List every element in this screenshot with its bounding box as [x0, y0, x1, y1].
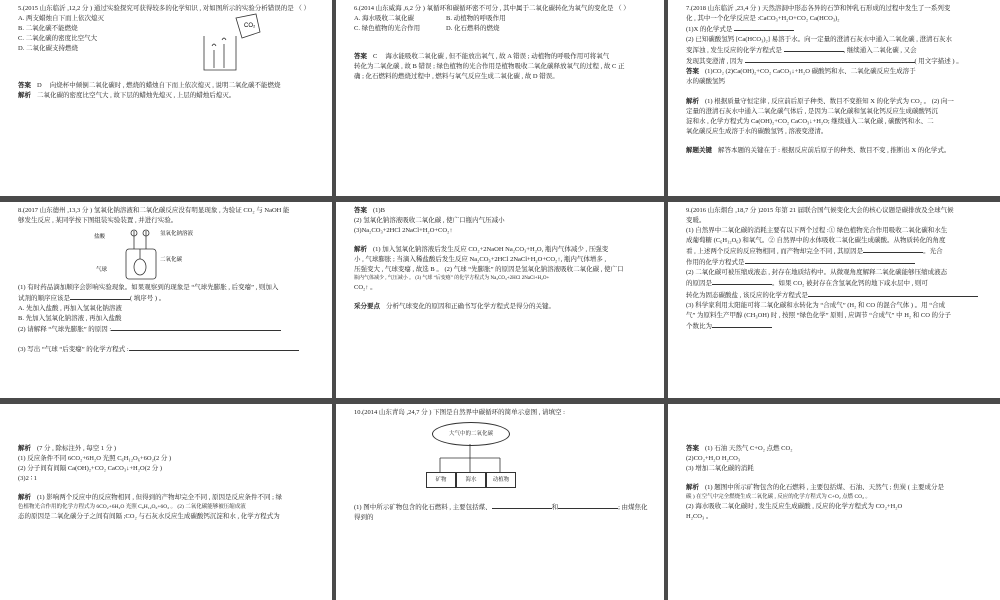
answer-blank[interactable]: [129, 344, 299, 351]
answer-label: 解析: [18, 445, 31, 452]
answer-blank[interactable]: [734, 24, 794, 31]
answer-text-1: 海水能吸收二氧化碳 , 但不能放出氧气 , 故 A 错误 ; 动植物的呼吸作用可将氧气: [385, 53, 610, 61]
answer-text-3: 确 ; 化石燃料的燃烧过程中 , 燃料与氧气反应生成二氧化碳 , 故 D 错误。: [354, 73, 559, 81]
sub-question-2-line-5: ( 用文字描述 ) 。: [914, 58, 963, 66]
question-line-1: 9.(2016 山东烟台 ,18,7 分 )2015 年第 21 届联合国气候变化大会的核心议题是碳排放及全球气候: [686, 207, 954, 214]
analysis-line-5: CO₂↑ 。: [354, 284, 377, 292]
sub-question-1-line-4: 。光合: [923, 248, 943, 256]
answer-blank[interactable]: [745, 257, 915, 264]
answer-line-1: (1) 反应条件不同 6CO₂+6H₂O 光照 C₆H₁₂O₆+6O₂(2 分 ): [18, 455, 172, 463]
answer-blank[interactable]: [558, 502, 618, 509]
scoring-note: (7 分 , 除标注外 , 每空 1 分 ): [37, 445, 117, 452]
tip-text: 解答本题的关键在于 : 根据反应前后原子的种类、数目不变 , 推断出 X 的化学式。: [718, 146, 951, 154]
analysis-line-2: 定量的澄清石灰水中通入二氧化碳气体后 , 是因为二氧化碳和氢氧化钙反应生成碳酸钙沉: [686, 107, 938, 115]
question-text: 10.(2014 山东青岛 ,24,7 分 ) 下图是自然界中碳循环的简单示意图 , 请填空 :: [354, 409, 565, 416]
co2-label: CO₂: [244, 23, 256, 29]
sub-question-2-line-4: 发现其变澄清 , 因为: [686, 58, 743, 66]
answer-blank[interactable]: [70, 293, 130, 300]
answer-line-3: (3)2 ∶ 1: [18, 475, 38, 483]
analysis-line-4: 氧化碳反应生成溶于水的碳酸氢钙 , 溶液变澄清。: [686, 127, 828, 135]
answer-line-2: (2)CO₂+H₂O H₂CO₃: [686, 455, 741, 463]
sub-question-2-line-3: 。如果 CO₂ 被封存在含氢氧化钙的地下咸水层中 , 则可: [772, 280, 928, 288]
carbon-cycle-diagram: [354, 418, 648, 568]
co2-beaker-figure: [196, 10, 266, 74]
sub-question-1-line-3: ( 填序号 ) 。: [130, 295, 166, 303]
balloon-apparatus-figure: [88, 227, 208, 283]
answer-blank[interactable]: [712, 278, 772, 285]
answer-letter: C: [373, 53, 378, 61]
sub-question-1: (1)X 的化学式是: [686, 26, 733, 34]
sub-question-2-line-1: (2) 已知碳酸氢钙 [Ca(HCO₃)₂] 易溶于水。向一定量的澄清石灰水中通入二氧化碳 , 澄清石灰水: [686, 36, 952, 44]
analysis-line-3: (2) 海水吸收二氧化碳时 , 发生反应生成碳酸 , 反应的化学方程式为 CO₂+H₂O: [686, 502, 903, 510]
answer-blank[interactable]: [492, 502, 552, 509]
panel-q8: [0, 202, 332, 398]
sub-question-3-line-2: 气” 为原料生产甲醇 (CH₃OH) 时 , 按照 “绿色化学” 原则 , 应调节 “合成气” 中 H₂ 和 CO 的分子: [686, 311, 952, 319]
answer-line-1: (1)CO₂ (2)Ca(OH)₂+CO₂ CaCO₃↓+H₂O 碳酸钙和水、二氧化碳反应生成溶于: [705, 68, 916, 76]
analysis-label: 解析: [18, 92, 31, 100]
fig-label-balloon: 气球: [96, 267, 108, 274]
sub-question-1-line-2: 试剂的顺序应该是: [18, 295, 70, 303]
answer-text: 向烧杯中倾倒二氧化碳时 , 燃烧的蜡烛自下而上依次熄灭 , 说明二氧化碳不能燃烧: [49, 82, 281, 90]
answer-blank[interactable]: [745, 56, 915, 63]
question-text: 6.(2014 山东威海 ,6,2 分 ) 氧循环和碳循环密不可分 , 其中属于二氧化碳转化为氧气的变化是 （ ）: [354, 5, 630, 12]
answer-line-3: (3) 增加二氧化碳的消耗: [686, 465, 754, 473]
answer-text-2: 转化为二氧化碳 , 故 B 错误 ; 绿色植物的光合作用是植物吸收二氧化碳释放氧气的过程 , 故 C 正: [354, 63, 625, 71]
node-atmosphere: 大气中的二氧化碳: [432, 422, 510, 446]
tip-label: 解题关键: [686, 146, 712, 154]
fig-label-co2: 二氧化碳: [160, 257, 183, 264]
answer-line-2: 水的碳酸氢钙: [686, 78, 725, 86]
option-c: C. 绿色植物的光合作用: [354, 25, 421, 33]
analysis-label: 解析: [354, 246, 367, 254]
question-line-2: 够发生反应 , 某同学按下图组装实验装置 , 并进行实验。: [18, 217, 178, 225]
analysis-label: 解析: [686, 484, 699, 492]
sub-question-2-line-1: (2) 二氧化碳可被压缩成液态 , 封存在地质结构中。从微观角度解释二氧化碳能够压缩成液态: [686, 269, 948, 277]
sub-question-1-line-1: (1) 有时药品滴加顺序会影响实验现象。如果观察到的现象是 “气球先膨胀 , 后变瘪” , 则加入: [18, 284, 279, 292]
option-c: C. 二氧化碳的密度比空气大: [18, 35, 98, 43]
question-line-1: 8.(2017 山东德州 ,13,3 分 ) 氢氧化钠溶液和二氧化碳反应没有明显现象 , 为验证 CO₂ 与 NaOH 能: [18, 207, 290, 214]
option-a: A. 先加入盐酸 , 再加入氢氧化钠溶液: [18, 305, 122, 313]
option-b: B. 二氧化碳不能燃烧: [18, 25, 78, 33]
sub-question-2-line-4: 转化为固态碳酸盐 , 该反应的化学方程式是: [686, 291, 808, 299]
sub-question-1-line-1: (1) 自然界中二氧化碳的消耗主要有以下两个过程 :① 绿色植物光合作用吸收二氧化碳和水生: [686, 227, 948, 235]
fig-label-naoh: 氢氧化钠溶液: [160, 231, 194, 238]
analysis-line-3: 淀和水 , 化学方程式为 Ca(OH)₂+CO₂ CaCO₃↓+H₂O; 继续通入二氧化碳 , 碳酸钙和水、二: [686, 117, 934, 125]
panel-q9-answer: [0, 404, 332, 600]
sub-question-1-line-2: 成葡萄糖 (C₆H₁₂O₆) 和氧气。② 自然界中的水体吸收二氧化碳生成碳酸。从物质转化的角度: [686, 237, 946, 245]
answer-blank[interactable]: [111, 324, 281, 331]
analysis-line-2: 色植物光合作用的化学方程式为 6CO₂+6H₂O 光照 C₆H₁₂O₆+6O₂ 。 (2) 二氧化碳能够被压缩成液: [18, 504, 246, 511]
analysis-line-1: (1) 根据质量守恒定律 , 反应前后原子种类、数目不变推知 X 的化学式为 CO₂ 。 (2) 向一: [705, 97, 954, 105]
analysis-line-2: 小 , 气球膨胀 ; 当滴入稀盐酸后发生反应 Na₂CO₃+2HCl 2NaCl+H₂O+CO₂↑, 瓶内气体增多 ,: [354, 256, 607, 264]
panel-q6: [336, 0, 664, 196]
sub-question-1: (1) 图中所示矿物包含的化石燃料 , 主要包括煤、: [354, 504, 492, 512]
answer-line-2: (2) 分子间有间隔 Ca(OH)₂+CO₂ CaCO₃↓+H₂O(2 分 ): [18, 465, 163, 473]
sub-question-1-and: 和: [551, 504, 559, 512]
answer-blank[interactable]: [712, 321, 772, 328]
analysis-line-3: 压强变大 , 气球变瘪 , 故选 B 。 (2) 气球 “先膨胀” 的原因是氢氧化钠溶液吸收二氧化碳 , 使广口: [354, 266, 624, 274]
option-a: A. 两支蜡烛自下而上依次熄灭: [18, 15, 104, 23]
answer-blank[interactable]: [784, 45, 844, 52]
answer-3: (3)Na₂CO₃+2HCl 2NaCl+H₂O+CO₂↑: [354, 227, 453, 235]
answer-line-1: (1) 石油 天然气 C+O₂ 点燃 CO₂: [705, 445, 793, 452]
sub-question-1-tail: ; 由煤焦化得到的: [354, 504, 648, 522]
question-line-2: 变暖。: [686, 217, 706, 225]
analysis-line-3: 态的原因是二氧化碳分子之间有间隔 ;CO₂ 与石灰水反应生成碳酸钙沉淀和水 , 化学方程式为: [18, 512, 280, 520]
analysis-line-2: 碳 ) 在空气中完全燃烧生成二氧化碳 , 反应的化学方程式为 C+O₂ 点燃 CO₂ 。: [686, 494, 871, 501]
analysis-line-1: (1) 加入氢氧化钠溶液后发生反应 CO₂+2NaOH Na₂CO₃+H₂O, 瓶内气体减少 , 压强变: [373, 246, 609, 254]
node-seawater: 海水: [456, 472, 486, 488]
fig-label-acid: 盐酸: [94, 234, 106, 241]
panel-q10: [336, 404, 664, 600]
node-minerals: 矿物: [426, 472, 456, 488]
panel-q10-answer: [668, 404, 1000, 600]
answer-label: 答案: [354, 207, 367, 214]
question-line-2: 化 , 其中一个化学反应是 :CaCO₃+H₂O+CO₂ Ca(HCO₃)₂: [686, 15, 840, 23]
sub-question-2-line-2: 变浑浊 , 发生反应的化学方程式是: [686, 47, 782, 55]
sub-question-2: (2) 请解释 “气球先膨胀” 的原因 :: [18, 326, 112, 334]
question-line-1: 7.(2018 山东临沂 ,23,4 分 ) 天然溶洞中形态各异的石笋和钟乳石形成的过程中发生了一系列变: [686, 5, 951, 12]
option-b: B. 动植物的呼吸作用: [446, 15, 506, 23]
answer-blank[interactable]: [808, 290, 978, 297]
answer-label: 答案: [686, 445, 699, 452]
analysis-line-4: H₂CO₃ 。: [686, 512, 713, 520]
option-d: D. 二氧化碳支持燃烧: [18, 45, 78, 53]
scoring-label: 采分要点: [354, 303, 380, 311]
answer-label: 答案: [18, 82, 31, 90]
node-organisms: 动植物: [486, 472, 516, 488]
analysis-text: 二氧化碳的密度比空气大 , 故下层的蜡烛先熄灭 , 上层的蜡烛后熄灭。: [37, 92, 236, 100]
analysis-line-1: (1) 题图中所示矿物包含的化石燃料 , 主要包括煤、石油、天然气 ; 焦炭 ( 主要成分是: [705, 484, 945, 492]
answer-letter: D: [37, 82, 42, 90]
panel-q9: [668, 202, 1000, 398]
panel-q5: [0, 0, 332, 196]
panel-q7: [668, 0, 1000, 196]
sub-question-3-line-1: (3) 科学家利用太阳能可将二氧化碳和水转化为 “合成气” (H₂ 和 CO 的混合气体 ) 。用 “合成: [686, 301, 946, 309]
sub-question-2-line-3: , 继续通入二氧化碳 , 又会: [843, 47, 917, 55]
sub-question-3: (3) 写出 “气球 “后变瘪” 的化学方程式 :: [18, 346, 129, 354]
analysis-line-4: 瓶内气体减少 , 气压减小 。 (3) 气球 “后变瘪” 的化学方程式为 Na₂CO₃+2HCl 2NaCl+H₂O+: [354, 276, 550, 282]
sub-question-3-line-3: 个数比为: [686, 322, 712, 330]
option-b: B. 先加入氢氧化钠溶液 , 再加入盐酸: [18, 315, 122, 323]
question-text: 5.(2015 山东临沂 ,12,2 分 ) 通过实验探究可获得较多的化学知识 , 对如图所示的实验分析错误的是 （ ）: [18, 5, 310, 12]
sub-question-1-line-5: 作用的化学方程式是: [686, 259, 745, 267]
analysis-line-1: (1) 影响两个反应中的反应物相同 , 但得到的产物却完全不同 , 原因是反应条件不同 ; 绿: [37, 494, 283, 502]
scoring-text: 分析气球变化的原因和正确书写化学方程式是得分的关键。: [386, 303, 555, 311]
option-a: A. 海水吸收二氧化碳: [354, 15, 414, 23]
option-d: D. 化石燃料的燃烧: [446, 25, 500, 33]
answer-2: (2) 氢氧化钠溶液吸收二氧化碳 , 使广口瓶内气压减小: [354, 217, 505, 225]
answer-1: (1)B: [373, 207, 385, 214]
analysis-label: 解析: [18, 494, 31, 502]
answer-label: 答案: [354, 53, 367, 61]
sub-question-1-line-3: 看 , 上述两个反应的反应物相同 , 而产物却完全不同 , 其原因是: [686, 248, 864, 256]
diagram-arrows: [354, 418, 654, 568]
panel-q8-answer: [336, 202, 664, 398]
answer-blank[interactable]: [863, 246, 923, 253]
answer-label: 答案: [686, 68, 699, 76]
sub-question-2-line-2: 的原因是: [686, 280, 712, 288]
analysis-label: 解析: [686, 97, 699, 105]
